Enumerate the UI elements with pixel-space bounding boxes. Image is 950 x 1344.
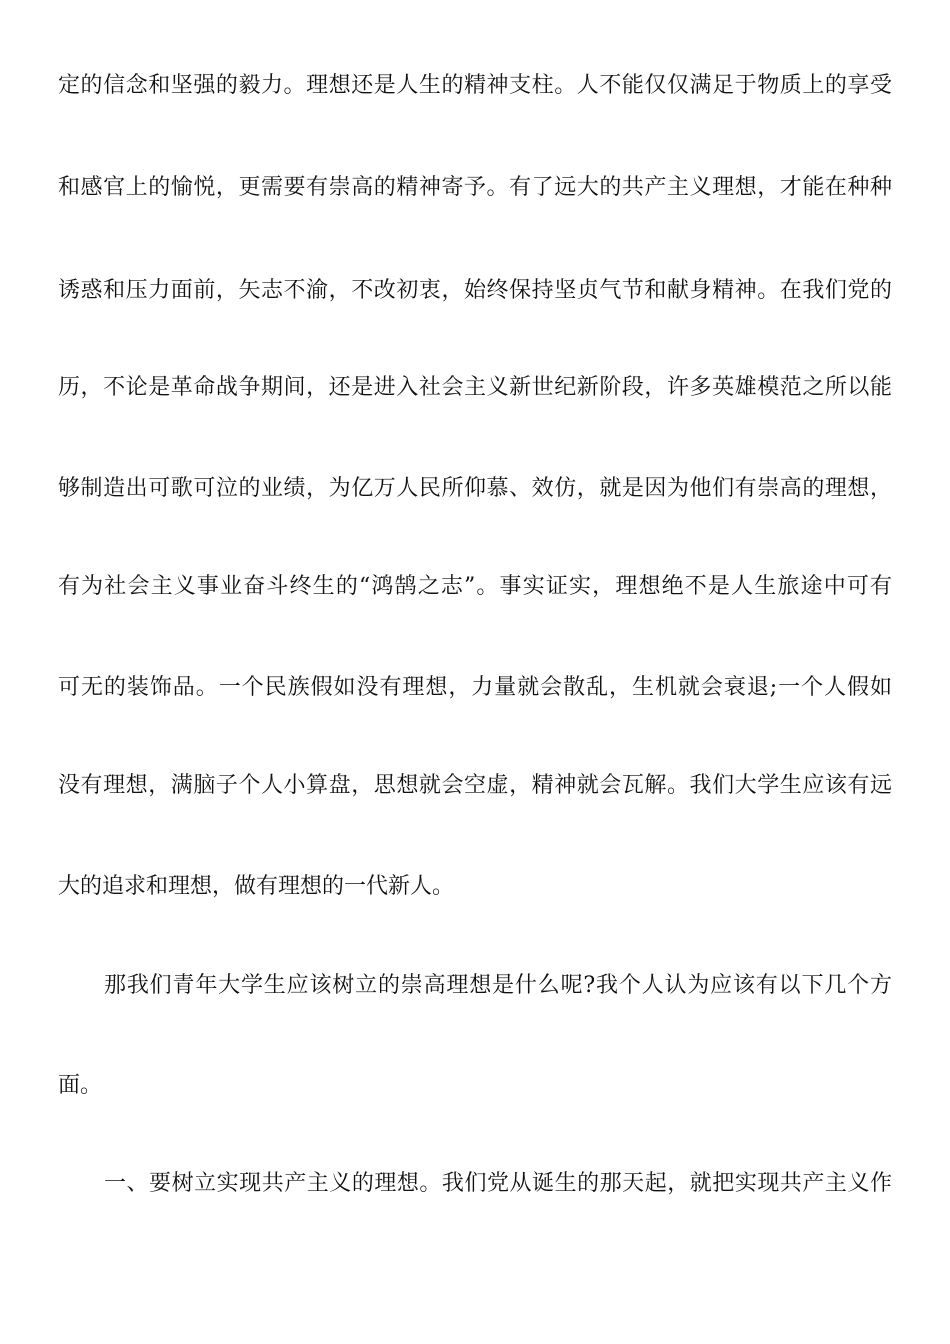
text-line-11: 面。 bbox=[58, 1073, 103, 1098]
text-line-7: 可无的装饰品。一个民族假如没有理想，力量就会散乱，生机就会衰退;一个人假如 bbox=[58, 675, 892, 700]
text-line-10: 那我们青年大学生应该树立的崇高理想是什么呢?我个人认为应该有以下几个方 bbox=[104, 973, 892, 998]
text-line-12: 一、要树立实现共产主义的理想。我们党从诞生的那天起，就把实现共产主义作 bbox=[104, 1171, 892, 1196]
text-line-6: 有为社会主义事业奋斗终生的“鸿鹄之志”。事实证实，理想绝不是人生旅途中可有 bbox=[58, 574, 892, 599]
text-line-3: 诱惑和压力面前，矢志不渝，不改初衷，始终保持坚贞气节和献身精神。在我们党的 bbox=[58, 278, 892, 303]
text-line-2: 和感官上的愉悦，更需要有崇高的精神寄予。有了远大的共产主义理想，才能在种种 bbox=[58, 175, 892, 200]
text-line-5: 够制造出可歌可泣的业绩，为亿万人民所仰慕、效仿，就是因为他们有崇高的理想， bbox=[58, 476, 892, 501]
text-line-8: 没有理想，满脑子个人小算盘，思想就会空虚，精神就会瓦解。我们大学生应该有远 bbox=[58, 773, 892, 798]
text-line-9: 大的追求和理想，做有理想的一代新人。 bbox=[58, 874, 455, 899]
text-line-1: 定的信念和坚强的毅力。理想还是人生的精神支柱。人不能仅仅满足于物质上的享受 bbox=[58, 73, 892, 98]
text-line-4: 历，不论是革命战争期间，还是进入社会主义新世纪新阶段，许多英雄模范之所以能 bbox=[58, 375, 892, 400]
